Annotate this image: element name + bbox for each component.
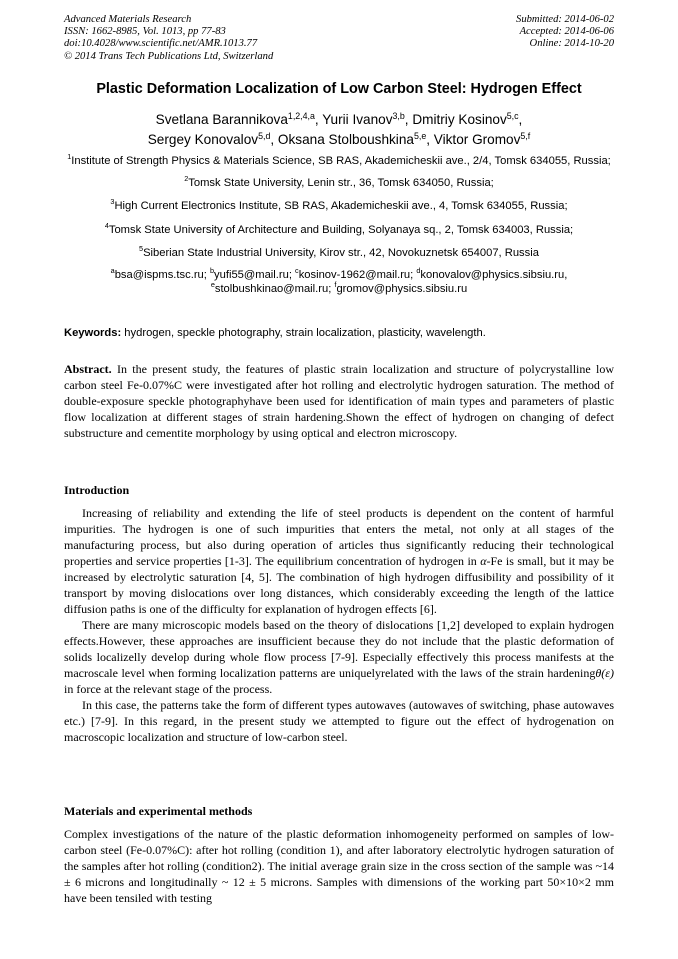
paragraph: In this case, the patterns take the form of different types autowaves (autowaves of switching, phase autowaves etc.) [7-9]. In this regard, in the present study we attempted to figure out the effect of hydrogenation on macroscopic localization and structure of low-carbon steel. — [64, 698, 614, 744]
abstract-text: In the present study, the features of plastic strain localization and structure of polycrystalline low carbon steel Fe-0.07%C were investigated after hot rolling and electrolytic hydrogen saturation. The method of double-exposure speckle photographyhave been used for identification of main types and parameters of plastic flow localization at different stages of strain hardening.Shown the effect of hydrogen on changing of defect substructure and cementite morphology by using optical and electron microscopy. — [64, 362, 614, 440]
affiliation — [40, 244, 638, 261]
email-sup: a — [110, 265, 115, 275]
journal-name: Advanced Materials Research — [64, 14, 192, 25]
author-line-2 — [20, 130, 658, 150]
author-sup: 5,e — [413, 131, 427, 141]
affiliation — [40, 220, 638, 238]
author-sep: , — [518, 112, 523, 127]
author-sup: 5,f — [520, 131, 531, 141]
submitted-date: Submitted: 2014-06-02 — [516, 14, 614, 25]
email[interactable]: stolbushkinao@mail.ru; — [214, 282, 335, 295]
email-sup: f — [334, 279, 337, 289]
affiliation-text: Institute of Strength Physics & Materials Science, SB RAS, Akademicheskii ave., 2/4, Tomsk 634055, Russia; — [71, 155, 611, 167]
affiliation-sup: 1 — [67, 152, 72, 161]
email[interactable]: kosinov-1962@mail.ru; — [298, 268, 417, 281]
email-list — [40, 265, 638, 296]
author-name: Oksana Stolboushkina — [277, 132, 414, 147]
affiliation — [40, 173, 638, 191]
paragraph — [64, 505, 614, 617]
paragraph-text: There are many microscopic models based on the theory of dislocations [1,2] developed to explain hydrogen effects.However, these approaches are insufficient because they do not include that the plastic deformation of solids localizelly develop during whole flow process [7-9]. Especially effectively this process manifests at the macroscale level when forming localization patterns are uniquelyrelated with the laws of the strain hardening — [64, 618, 614, 680]
affiliation-sup: 3 — [110, 197, 115, 207]
doi: doi:10.4028/www.scientific.net/AMR.1013.77 — [64, 38, 258, 50]
paragraph: Complex investigations of the nature of the plastic deformation inhomogeneity performed on samples of low-carbon steel (Fe-0.07%C): after hot rolling (condition 1), and after laboratory electrolytic hydrogen saturation of the samples after hot rolling (condition2). The initial average grain size in the cross section of the sample was ~14 ± 6 microns and longitudinally ~ 12 ± 5 microns. Samples with dimensions of the working part 50×10×2 mm have been tensiled with testing — [64, 827, 614, 905]
paragraph-text: in force at the relevant stage of the process. — [64, 682, 273, 696]
affiliation-text: Siberian State Industrial University, Kirov str., 42, Novokuznetsk 654007, Russia — [143, 247, 539, 260]
paragraph-text: -Fe is small, but it may be increased by electrolytic saturation [4, 5]. The combination of high hydrogen diffusibility and possibility of it transport by moving dislocations over long distances, which considerably exceeding the length of the lattice diffusion paths is one of the difficulty for explanation of hydrogen effects [6]. — [64, 554, 614, 616]
author-line-1 — [20, 110, 658, 130]
author-name: Svetlana Barannikova — [155, 112, 288, 127]
author-sup: 5,d — [258, 131, 271, 141]
author-name: Dmitriy Kosinov — [412, 112, 507, 127]
paragraph — [64, 617, 614, 697]
affiliation — [40, 197, 638, 214]
affiliation-text: Tomsk State University, Lenin str., 36, Tomsk 634050, Russia; — [188, 176, 494, 189]
affiliation-sup: 5 — [139, 244, 144, 254]
email[interactable]: yufi55@mail.ru; — [214, 268, 296, 281]
keywords-label: Keywords: — [64, 327, 122, 339]
author-sep: , — [404, 112, 413, 127]
paragraph-text: Increasing of reliability and extending the life of steel products is dependent on the content of harmful impurities. The hydrogen is one of such impurities that enters the metal, not only at all stages of the manufacturing process, but also during operation of articles thus significantly reducing their technological properties and service properties [1-3]. The equilibrium concentration of hydrogen in — [64, 506, 614, 568]
email-sup: c — [295, 265, 299, 275]
issn: ISSN: 1662-8985, Vol. 1013, pp 77-83 — [64, 26, 226, 38]
author-sup: 5,c — [506, 111, 519, 121]
paper-title: Plastic Deformation Localization of Low Carbon Steel: Hydrogen Effect — [96, 81, 582, 97]
email-sup: b — [210, 265, 215, 275]
affiliation-text: High Current Electronics Institute, SB RAS, Akademicheskii ave., 4, Tomsk 634055, Russia; — [114, 200, 568, 213]
affiliation-list — [40, 152, 638, 296]
author-name: Sergey Konovalov — [147, 132, 259, 147]
accepted-date: Accepted: 2014-06-06 — [519, 26, 614, 38]
keywords — [64, 327, 614, 339]
materials-heading: Materials and experimental methods — [64, 804, 253, 818]
author-sep: , — [270, 132, 278, 147]
keywords-text: hydrogen, speckle photography, strain localization, plasticity, wavelength. — [121, 327, 486, 339]
author-name: Yurii Ivanov — [322, 112, 393, 127]
author-name: Viktor Gromov — [433, 132, 521, 147]
introduction-heading: Introduction — [64, 483, 130, 497]
theta-formula: θ(ε) — [595, 666, 614, 680]
affiliation-sup: 2 — [184, 173, 189, 183]
author-sup: 3,b — [392, 111, 405, 121]
abstract — [64, 361, 614, 441]
journal-info — [64, 14, 273, 63]
online-date: Online: 2014-10-20 — [529, 38, 614, 50]
publication-dates — [516, 14, 614, 51]
alpha-symbol: α — [480, 554, 487, 568]
abstract-label: Abstract. — [64, 362, 112, 376]
author-sup: 1,2,4,a — [287, 111, 315, 121]
email-sup: d — [416, 265, 421, 275]
email[interactable]: gromov@physics.sibsiu.ru — [336, 282, 468, 295]
affiliation — [40, 152, 638, 169]
introduction-body — [64, 505, 614, 745]
author-sep: , — [314, 112, 323, 127]
email[interactable]: konovalov@physics.sibsiu.ru, — [420, 268, 568, 281]
author-sep: , — [426, 132, 434, 147]
affiliation-sup: 4 — [104, 220, 109, 230]
author-list — [20, 110, 658, 150]
copyright: © 2014 Trans Tech Publications Ltd, Switzerland — [64, 50, 274, 62]
email-sup: e — [210, 279, 215, 289]
email[interactable]: bsa@ispms.tsc.ru; — [114, 268, 210, 281]
materials-body — [64, 826, 614, 906]
affiliation-text: Tomsk State University of Architecture and Building, Solyanaya sq., 2, Tomsk 634003, Russia; — [108, 223, 574, 236]
